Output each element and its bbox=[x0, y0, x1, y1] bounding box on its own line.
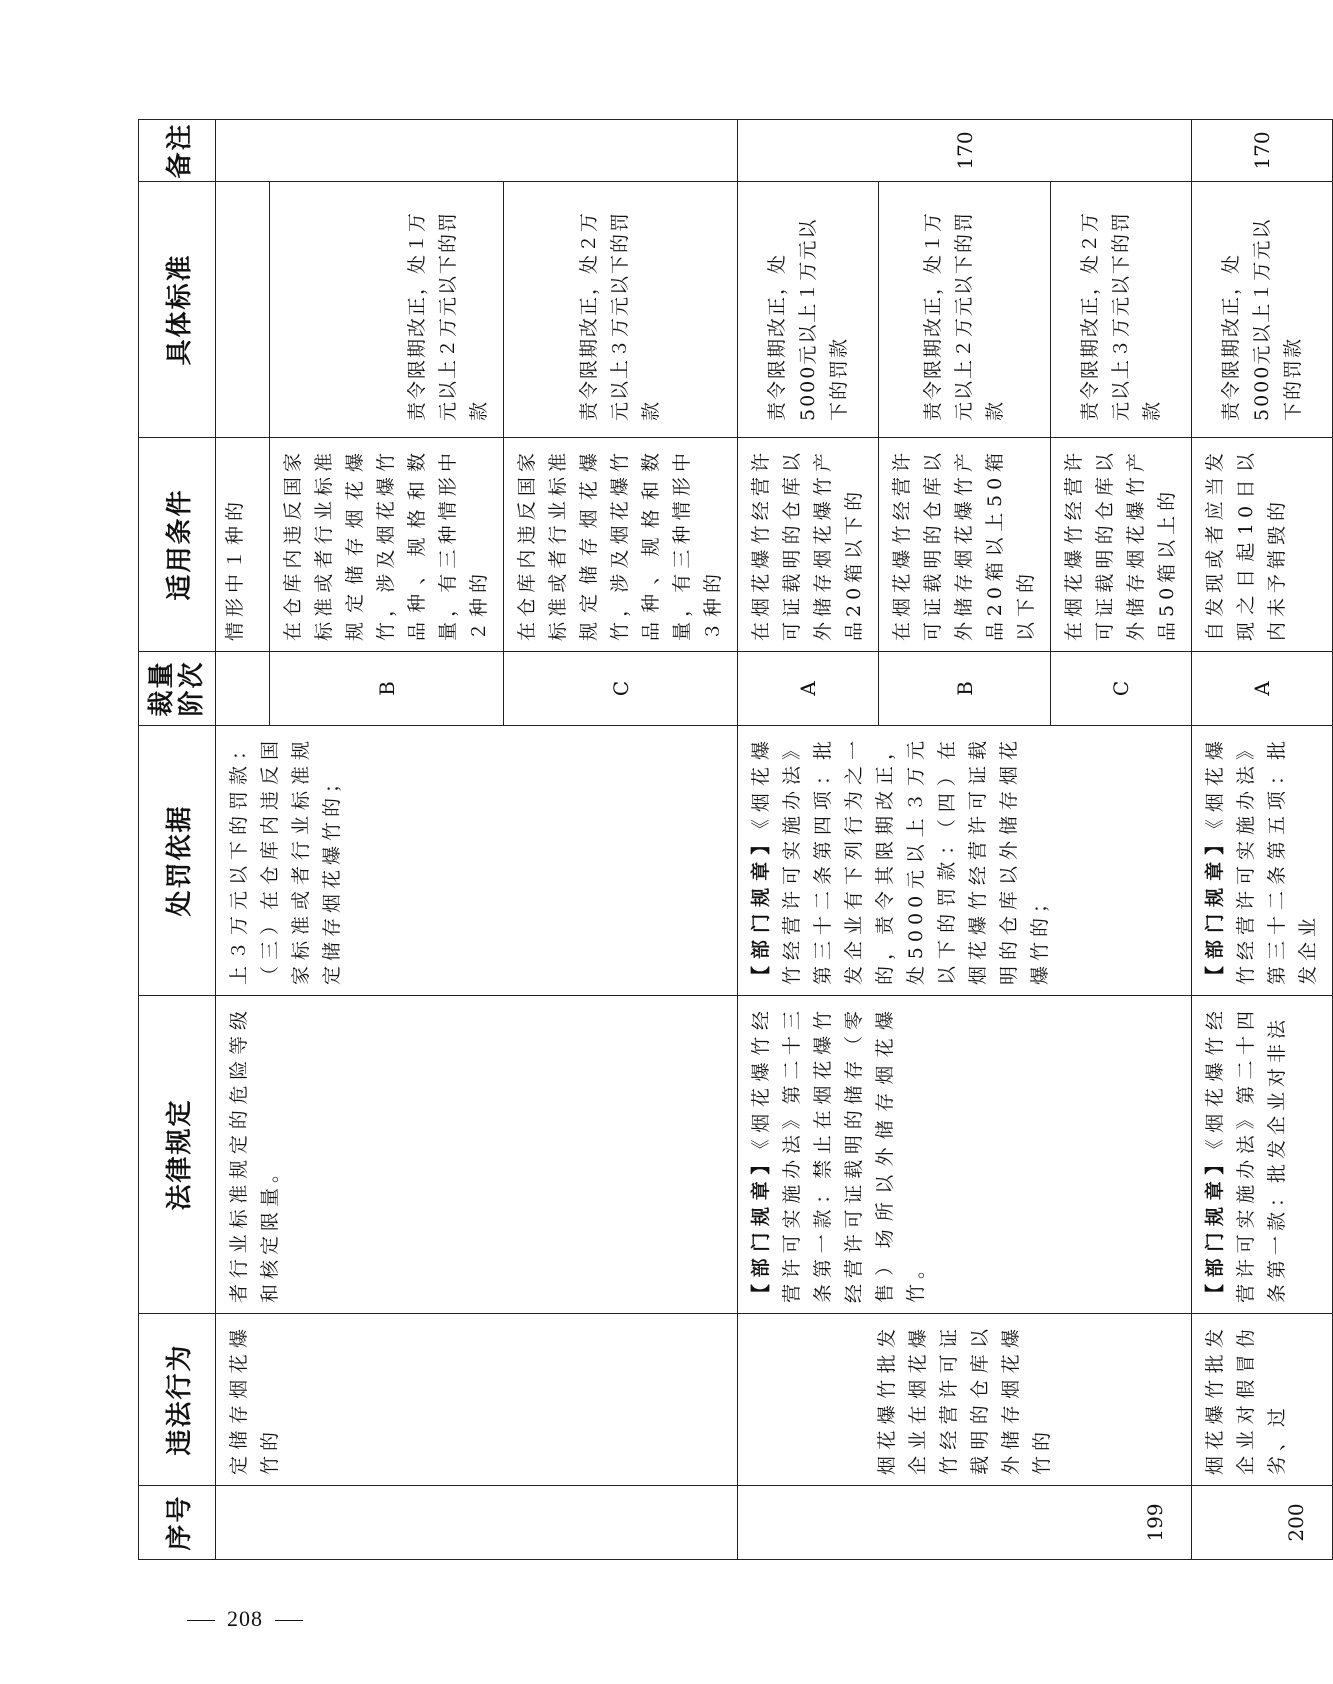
level-cell: C bbox=[1051, 652, 1192, 726]
condition-cell bbox=[270, 438, 504, 652]
basis-cell bbox=[738, 726, 1192, 996]
violation-cell bbox=[216, 1314, 738, 1486]
condition-cell bbox=[216, 438, 270, 652]
condition-text: 在仓库内违反国家标准或者行业标准规定储存烟花爆竹，涉及烟花爆竹品种、规格和数量，有三种情形中３种的 bbox=[516, 448, 724, 641]
header-condition: 适用条件 bbox=[139, 438, 216, 652]
standard-text: 责令限期改正，处5000元以上１万元以下的罚款 bbox=[765, 217, 850, 421]
condition-text: 在烟花爆竹经营许可证载明的仓库以外储存烟花爆竹产品20箱以上50箱以下的 bbox=[891, 448, 1037, 641]
table-row bbox=[1192, 120, 1333, 1560]
level-cell bbox=[216, 652, 270, 726]
page-number: 208 bbox=[227, 1606, 263, 1631]
violation-cell bbox=[738, 1314, 1192, 1486]
condition-text: 在仓库内违反国家标准或者行业标准规定储存烟花爆竹，涉及烟花爆竹品种、规格和数量，有三种情形中２种的 bbox=[282, 448, 490, 641]
basis-text: 上３万元以下的罚款：（三）在仓库内违反国家标准或者行业标准规定储存烟花爆竹的； bbox=[228, 736, 343, 985]
level-cell: A bbox=[738, 652, 879, 726]
law-text bbox=[1192, 996, 1301, 1313]
basis-bracket: 【部门规章】 bbox=[750, 828, 772, 985]
level-cell: B bbox=[270, 652, 504, 726]
condition-text: 情形中１种的 bbox=[224, 496, 246, 641]
condition-text: 自发现或者应当发现之日起10日以内未予销毁的 bbox=[1204, 448, 1288, 641]
rotated-table-container bbox=[138, 120, 1319, 1560]
seq-cell bbox=[216, 1486, 738, 1560]
header-standard: 具体标准 bbox=[139, 182, 216, 438]
standard-cell bbox=[1192, 182, 1333, 438]
law-bracket: 【部门规章】 bbox=[750, 1148, 772, 1303]
basis-text bbox=[1192, 726, 1332, 995]
standard-cell bbox=[216, 182, 270, 438]
violation-text: 烟花爆竹批发企业对假冒伪劣、过 bbox=[1204, 1324, 1288, 1475]
level-cell: B bbox=[879, 652, 1051, 726]
level-cell: A bbox=[1192, 652, 1333, 726]
basis-bracket: 【部门规章】 bbox=[1204, 828, 1226, 985]
standard-text: 责令限期改正，处１万元以上２万元以下的罚款 bbox=[406, 210, 490, 421]
law-body: 《烟花爆竹经营许可实施办法》第二十三条第一款：禁止在烟花爆竹经营许可证载明的储存（零售）场所以外储存烟花爆竹。 bbox=[750, 1006, 927, 1303]
standard-cell bbox=[270, 182, 504, 438]
standard-cell bbox=[504, 182, 738, 438]
penalty-standard-table bbox=[138, 119, 1333, 1560]
basis-body: 《烟花爆竹经营许可实施办法》第三十二条第四项：批发企业有下列行为之一的，责令其限期改正，处5000元以上３万元以下的罚款：（四）在烟花爆竹经营许可证载明的仓库以外储存烟花爆竹的； bbox=[750, 736, 1051, 985]
header-basis: 处罚依据 bbox=[139, 726, 216, 996]
table-row bbox=[738, 120, 879, 1560]
header-row bbox=[139, 120, 216, 1560]
standard-text: 责令限期改正，处5000元以上１万元以下的罚款 bbox=[1219, 217, 1304, 421]
remark-cell: 170 bbox=[738, 120, 1192, 182]
basis-cell bbox=[216, 726, 738, 996]
violation-text: 烟花爆竹批发企业在烟花爆竹经营许可证载明的仓库以外储存烟花爆竹的 bbox=[875, 1324, 1053, 1475]
remark-cell bbox=[216, 120, 738, 182]
header-remark: 备注 bbox=[139, 120, 216, 182]
law-body: 《烟花爆竹经营许可实施办法》第二十四条第一款：批发企业对非法 bbox=[1204, 1006, 1288, 1303]
condition-cell bbox=[1192, 438, 1333, 652]
law-cell bbox=[216, 996, 738, 1314]
header-seq: 序号 bbox=[139, 1486, 216, 1560]
standard-text: 责令限期改正，处１万元以上２万元以下的罚款 bbox=[922, 210, 1006, 421]
seq-cell: 199 bbox=[738, 1486, 1192, 1560]
condition-cell bbox=[879, 438, 1051, 652]
header-level-line1: 裁量 bbox=[147, 660, 177, 717]
header-level-line2: 阶次 bbox=[177, 660, 207, 717]
page-number-footer bbox=[175, 1606, 315, 1632]
seq-cell: 200 bbox=[1192, 1486, 1333, 1560]
standard-text: 责令限期改正，处２万元以上３万元以下的罚款 bbox=[1078, 210, 1163, 421]
law-text: 者行业标准规定的危险等级和核定限量。 bbox=[228, 1006, 281, 1303]
header-law: 法律规定 bbox=[139, 996, 216, 1314]
law-cell bbox=[1192, 996, 1333, 1314]
violation-text: 定储存烟花爆竹的 bbox=[228, 1324, 281, 1475]
condition-text: 在烟花爆竹经营许可证载明的仓库以外储存烟花爆竹产品20箱以下的 bbox=[750, 448, 865, 641]
basis-text bbox=[738, 726, 1064, 995]
law-bracket: 【部门规章】 bbox=[1204, 1148, 1226, 1303]
law-text bbox=[738, 996, 940, 1313]
condition-cell bbox=[1051, 438, 1192, 652]
page-number-dash-left bbox=[187, 1620, 215, 1621]
basis-cell bbox=[1192, 726, 1333, 996]
violation-cell bbox=[1192, 1314, 1333, 1486]
header-violation: 违法行为 bbox=[139, 1314, 216, 1486]
condition-text: 在烟花爆竹经营许可证载明的仓库以外储存烟花爆竹产品50箱以上的 bbox=[1063, 448, 1178, 641]
standard-cell bbox=[738, 182, 879, 438]
standard-cell bbox=[879, 182, 1051, 438]
page-number-dash-right bbox=[275, 1620, 303, 1621]
standard-text: 责令限期改正，处２万元以上３万元以下的罚款 bbox=[578, 210, 662, 421]
basis-body: 《烟花爆竹经营许可实施办法》第三十二条第五项：批发企业 bbox=[1204, 736, 1319, 985]
table-row bbox=[216, 120, 270, 1560]
level-cell: C bbox=[504, 652, 738, 726]
header-level bbox=[139, 652, 216, 726]
law-cell bbox=[738, 996, 1192, 1314]
standard-cell bbox=[1051, 182, 1192, 438]
condition-cell bbox=[504, 438, 738, 652]
remark-cell: 170 bbox=[1192, 120, 1333, 182]
condition-cell bbox=[738, 438, 879, 652]
